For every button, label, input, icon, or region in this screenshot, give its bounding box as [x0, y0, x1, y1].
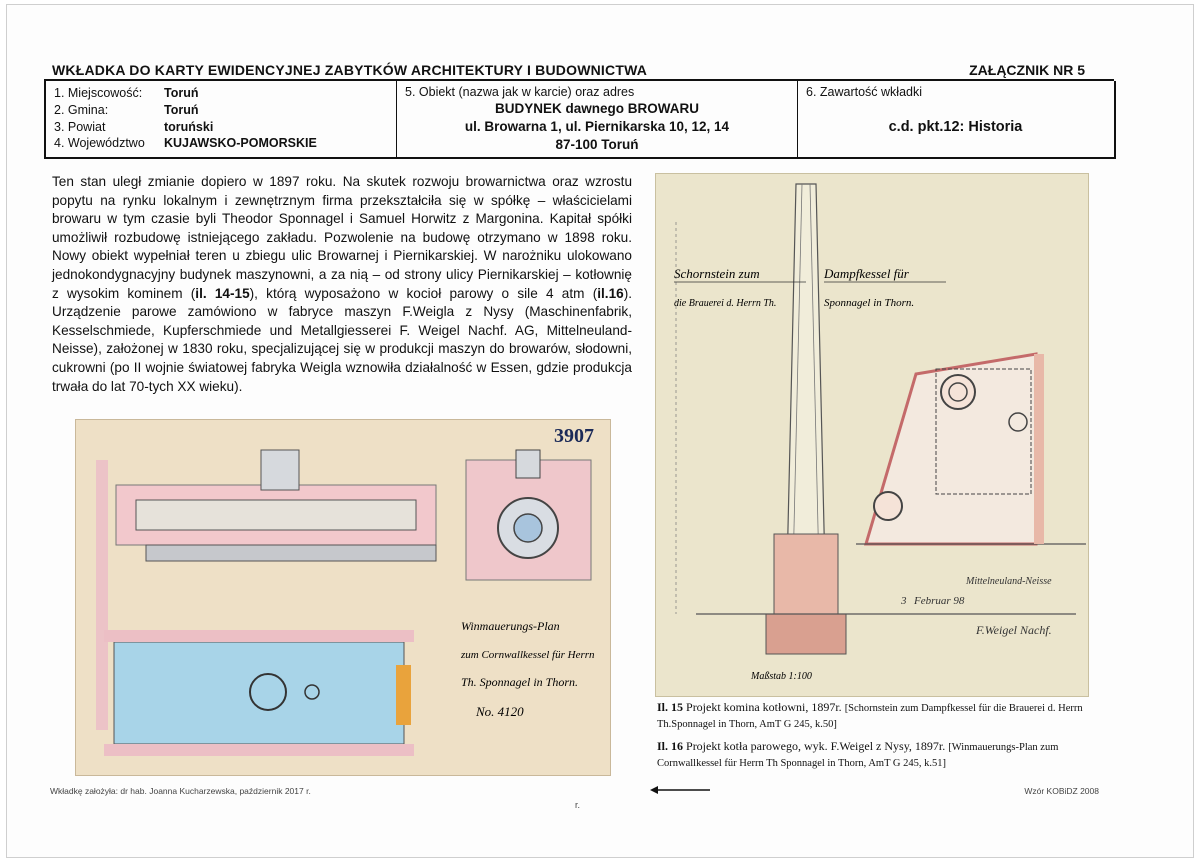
row-value: toruński	[164, 120, 214, 134]
location-row	[54, 86, 198, 100]
caption-number: Il. 16	[657, 739, 684, 753]
text-part: ). Urządzenie parowe zamówiono w fabryce maszyn F.Weigla z Nysy (Maschinenfabrik, Kesselschmiede, Kupferschmiede und Metallgiesserei F. Weigel Nachf. AG, Mittelneuland-Neisse), założonej w 1830 roku, specjalizującej się w produkcji maszyn do browarów, słodowni, cukrowni (po II wojnie światowej fabryka Weigla wznowiła działalność w Essen, gdzie produkcja trwała do lat 70-tych XX wieku).	[52, 285, 632, 394]
location-cell	[46, 81, 397, 157]
row-label: 1. Miejscowość:	[54, 86, 143, 100]
plan-title-1: Winmauerungs-Plan	[461, 619, 560, 633]
stamp-date: Februar 98	[914, 595, 965, 607]
chimney-drawing	[656, 174, 1088, 696]
row-value: KUJAWSKO-POMORSKIE	[164, 136, 317, 150]
row-label: 4. Województwo	[54, 136, 145, 150]
caption-fig16	[657, 739, 1097, 771]
caption-fig15	[657, 700, 1097, 732]
drawing-title-left-2: die Brauerei d. Herrn Th.	[674, 298, 777, 309]
object-name: BUDYNEK dawnego BROWARU	[494, 101, 699, 116]
row-label: 2. Gmina:	[54, 103, 109, 117]
footer-mark: r.	[575, 800, 581, 810]
header-title: WKŁADKA DO KARTY EWIDENCYJNEJ ZABYTKÓW ARCHITEKTURY I BUDOWNICTWA	[52, 62, 648, 78]
caption-main: Projekt kotła parowego, wyk. F.Weigel z Nysy, 1897r.	[686, 739, 946, 753]
object-cell	[397, 81, 798, 157]
drawing-title-right-1: Dampfkessel für	[824, 266, 909, 281]
caption-number: Il. 15	[657, 700, 684, 714]
plan-title-2: zum Cornwallkessel für Herrn	[461, 649, 595, 661]
figure-reference[interactable]: il. 14-15	[195, 285, 250, 301]
row-value: Toruń	[164, 103, 199, 117]
drawing-scale: Maßstab 1:100	[751, 671, 812, 682]
plan-title-3: Th. Sponnagel in Thorn.	[461, 675, 579, 689]
row-value: Toruń	[164, 86, 199, 100]
location-row	[54, 136, 317, 150]
row-label: 3. Powiat	[54, 120, 106, 134]
figure-reference[interactable]: il.16	[597, 285, 624, 301]
contents-value: c.d. pkt.12: Historia	[888, 119, 1023, 135]
contents-cell	[798, 81, 1113, 157]
contents-label: 6. Zawartość wkładki	[806, 85, 923, 99]
header-table	[44, 81, 1116, 159]
location-row	[54, 120, 213, 134]
drawing-title-left-1: Schornstein zum	[674, 266, 760, 281]
caption-source: [Winmauerungs-Plan zum Cornwallkessel für Herrn Th Sponnagel in Thorn, AmT G 245, k.51]	[657, 742, 1059, 769]
chimney-drawing-image	[655, 173, 1089, 697]
caption-main: Projekt komina kotłowni, 1897r.	[686, 700, 842, 714]
footer-template: Wzór KOBiDZ 2008	[1024, 786, 1099, 796]
stamp-number: 3	[901, 595, 907, 607]
arrow-left-icon	[650, 785, 710, 795]
drawing-number: 3907	[554, 425, 594, 447]
drawing-title-right-2: Sponnagel in Thorn.	[824, 297, 915, 309]
annex-label: ZAŁĄCZNIK NR 5	[969, 62, 1085, 78]
object-label: 5. Obiekt (nazwa jak w karcie) oraz adres	[405, 85, 635, 99]
plan-number: No. 4120	[476, 704, 524, 719]
object-address: ul. Browarna 1, ul. Piernikarska 10, 12, 14	[464, 119, 730, 134]
signature-place: Mittelneuland-Neisse	[966, 576, 1052, 587]
history-paragraph	[52, 173, 632, 396]
object-postcode: 87-100 Toruń	[555, 137, 639, 152]
text-part: ), którą wyposażono w kocioł parowy o sile 4 atm (	[249, 285, 598, 301]
boiler-drawing-image	[75, 419, 611, 776]
boiler-drawing	[76, 420, 610, 775]
signature-maker: F.Weigel Nachf.	[976, 623, 1052, 637]
text-part: Ten stan uległ zmianie dopiero w 1897 roku. Na skutek rozwoju browarnictwa oraz wzrostu popytu na rynku lokalnym i zewnętrznym firma przekształciła się w spółkę – właścicielami browaru w tym czasie byli Theodor Sponnagel i Samuel Horwitz z Margonina. Kapitał spółki umożliwił rozbudowę istniejącego zakładu. Pozwolenie na budowę otrzymano w 1898 roku. Nowy obiekt wypełniał teren u zbiegu ulic Browarnej i Piernikarskiej. W narożniku ulokowano jednokondygnacyjny budynek maszynowni, a za nią – od strony ulicy Piernikarskiej – kotłownię z wysokim kominem (	[52, 174, 632, 301]
location-row	[54, 103, 198, 117]
footer-author: Wkładkę założyła: dr hab. Joanna Kucharzewska, październik 2017 r.	[50, 786, 311, 796]
caption-source: [Schornstein zum Dampfkessel für die Brauerei d. Herrn Th.Sponnagel in Thorn, AmT G 245, k.50]	[657, 703, 1083, 730]
